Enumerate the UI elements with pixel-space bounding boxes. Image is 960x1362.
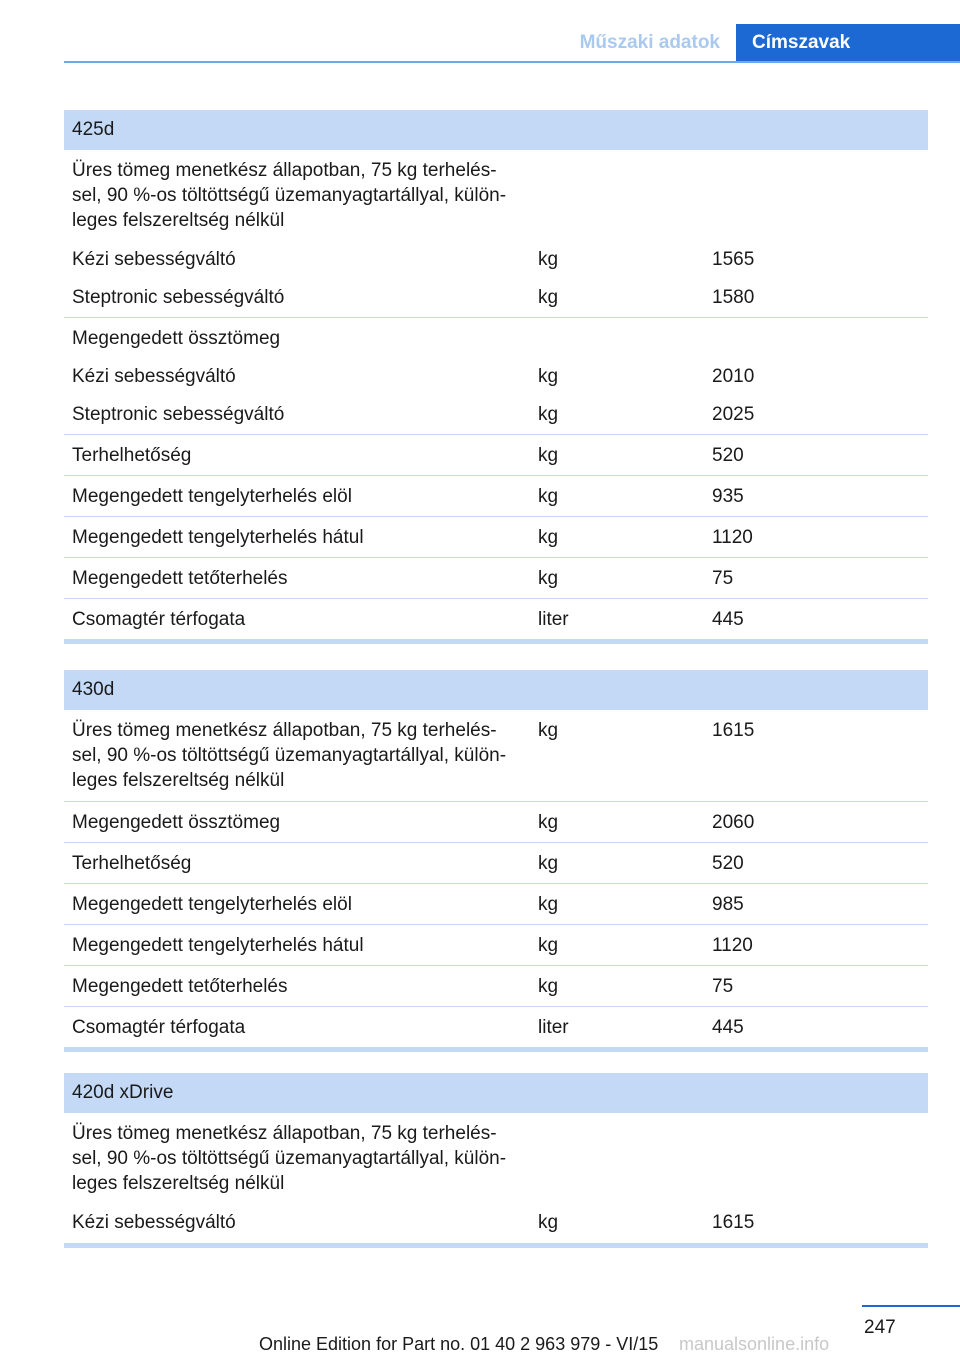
row-value: 75 — [712, 976, 734, 997]
row-unit: kg — [538, 894, 559, 915]
row-unit: kg — [538, 249, 559, 270]
row-value: 520 — [712, 445, 744, 466]
row-unit: kg — [538, 1212, 559, 1233]
row-value: 75 — [712, 568, 734, 589]
row-label: Üres tömeg menetkész állapotban, 75 kg terhelés- sel, 90 %-os töltöttségű üzemanyagtartállyal, külön- leges felszereltség nélkül — [72, 720, 507, 791]
row-unit: kg — [538, 568, 559, 589]
table-row — [64, 475, 928, 516]
row-unit: liter — [538, 1017, 569, 1038]
row-unit: kg — [538, 404, 559, 425]
table-row — [64, 317, 928, 358]
row-value: 2010 — [712, 366, 755, 387]
row-value — [712, 158, 928, 233]
spec-table-420d-xdrive — [64, 1073, 928, 1248]
row-value: 1565 — [712, 249, 755, 270]
row-value: 2060 — [712, 812, 755, 833]
row-value: 445 — [712, 1017, 744, 1038]
table-row — [64, 842, 928, 883]
row-unit: kg — [538, 720, 559, 741]
spec-table-430d — [64, 670, 928, 1052]
table-row — [64, 516, 928, 557]
row-label: Megengedett tengelyterhelés hátul — [72, 527, 364, 548]
row-label: Üres tömeg menetkész állapotban, 75 kg terhelés- sel, 90 %-os töltöttségű üzemanyagtartállyal, külön- leges felszereltség nélkül — [72, 160, 507, 231]
row-label: Terhelhetőség — [72, 445, 192, 466]
table-row — [64, 1006, 928, 1047]
spec-table-425d — [64, 110, 928, 644]
table-row — [64, 358, 928, 396]
row-value: 935 — [712, 486, 744, 507]
row-unit: kg — [538, 287, 559, 308]
table-row — [64, 1113, 928, 1196]
table-row — [64, 233, 928, 279]
row-label: Kézi sebességváltó — [72, 1212, 236, 1233]
row-value: 520 — [712, 853, 744, 874]
row-label: Kézi sebességváltó — [72, 366, 236, 387]
table-row — [64, 710, 928, 801]
row-unit — [538, 1121, 712, 1196]
table-row — [64, 801, 928, 842]
footer-rule — [862, 1305, 960, 1307]
row-label: Csomagtér térfogata — [72, 609, 246, 630]
table-row — [64, 965, 928, 1006]
row-value: 985 — [712, 894, 744, 915]
watermark-text: manualsonline.info — [679, 1334, 830, 1354]
row-value: 1120 — [712, 527, 753, 548]
row-value: 1580 — [712, 287, 755, 308]
table-row — [64, 924, 928, 965]
row-unit: kg — [538, 853, 559, 874]
section-tab[interactable]: Műszaki adatok — [579, 32, 720, 53]
row-label: Kézi sebességváltó — [72, 249, 236, 270]
row-label: Megengedett tetőterhelés — [72, 568, 288, 589]
row-value: 1615 — [712, 1212, 755, 1233]
row-label: Megengedett tengelyterhelés hátul — [72, 935, 364, 956]
table-title: 430d — [64, 670, 928, 710]
row-label: Steptronic sebességváltó — [72, 287, 285, 308]
row-label: Üres tömeg menetkész állapotban, 75 kg terhelés- sel, 90 %-os töltöttségű üzemanyagtartállyal, külön- leges felszereltség nélkül — [72, 1123, 507, 1194]
row-unit: kg — [538, 935, 559, 956]
table-title: 425d — [64, 110, 928, 150]
row-unit: liter — [538, 609, 569, 630]
row-label: Megengedett tetőterhelés — [72, 976, 288, 997]
page-number: 247 — [864, 1317, 896, 1338]
row-unit — [538, 158, 712, 233]
row-unit: kg — [538, 486, 559, 507]
row-unit: kg — [538, 976, 559, 997]
row-label: Megengedett tengelyterhelés elöl — [72, 894, 352, 915]
table-row — [64, 883, 928, 924]
row-value: 1615 — [712, 720, 755, 741]
table-row — [64, 150, 928, 233]
row-label: Csomagtér térfogata — [72, 1017, 246, 1038]
table-row — [64, 434, 928, 475]
table-row — [64, 279, 928, 317]
table-row — [64, 598, 928, 639]
row-value — [712, 326, 928, 351]
row-value: 2025 — [712, 404, 755, 425]
row-value: 445 — [712, 609, 744, 630]
table-row — [64, 1196, 928, 1243]
row-label: Megengedett tengelyterhelés elöl — [72, 486, 352, 507]
table-title: 420d xDrive — [64, 1073, 928, 1113]
page-header — [64, 24, 960, 63]
row-unit — [538, 326, 712, 351]
row-unit: kg — [538, 527, 559, 548]
row-unit: kg — [538, 445, 559, 466]
row-value: 1120 — [712, 935, 753, 956]
row-unit: kg — [538, 366, 559, 387]
row-label: Megengedett össztömeg — [72, 812, 281, 833]
row-label: Megengedett össztömeg — [72, 328, 281, 349]
row-unit: kg — [538, 812, 559, 833]
row-label: Steptronic sebességváltó — [72, 404, 285, 425]
table-row — [64, 396, 928, 434]
row-label: Terhelhetőség — [72, 853, 192, 874]
chapter-tab[interactable]: Címszavak — [736, 24, 960, 61]
edition-text: Online Edition for Part no. 01 40 2 963 979 - VI/15 — [259, 1334, 659, 1354]
table-row — [64, 557, 928, 598]
row-value — [712, 1121, 928, 1196]
